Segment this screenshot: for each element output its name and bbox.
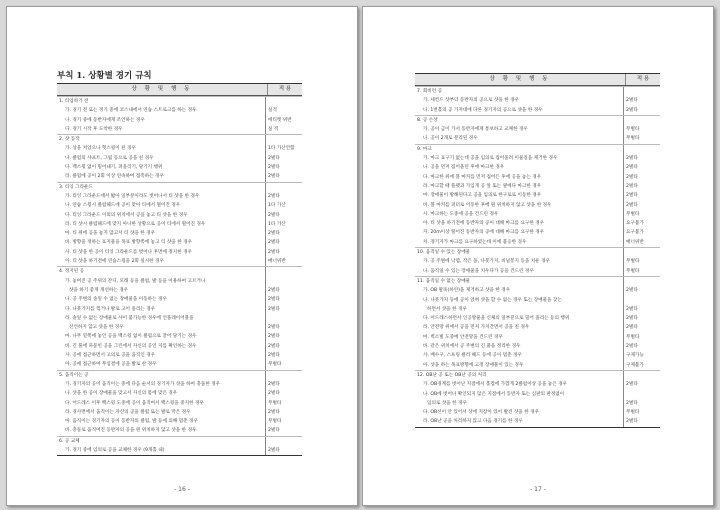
penalty-cell: 2벌타 bbox=[268, 193, 280, 199]
table-row bbox=[415, 361, 660, 370]
penalty-cell bbox=[266, 277, 302, 286]
table-row bbox=[57, 277, 302, 286]
penalty-cell: 2벌타 bbox=[268, 428, 280, 434]
penalty-cell: 실 격 bbox=[268, 126, 279, 132]
section-heading-row bbox=[415, 86, 660, 96]
table-row bbox=[415, 106, 660, 115]
penalty-cell bbox=[624, 248, 660, 257]
penalty-cell: 무벌타 bbox=[626, 410, 640, 416]
penalty-cell: 2벌타 bbox=[268, 334, 280, 340]
penalty-cell: 매너위반 bbox=[268, 259, 286, 265]
page-number: - 17 - bbox=[530, 486, 546, 493]
penalty-cell: 2벌타 bbox=[268, 409, 280, 415]
penalty-cell: 에티켓 위반 bbox=[268, 117, 292, 123]
table-row bbox=[57, 220, 302, 229]
situation-cell: 다. 백스윙 없이 밀어내기, 퍼올리기, 당기기 행위 bbox=[57, 163, 266, 172]
penalty-cell: 2벌타 bbox=[268, 249, 280, 255]
situation-cell: 가. 놓여진 공 주위의 잔디, 모래 등을 클럽, 발 등을 이용하여 고르거나 bbox=[57, 277, 266, 286]
table-row bbox=[415, 305, 660, 314]
table-row bbox=[415, 342, 660, 351]
table-row bbox=[57, 211, 302, 220]
table-body bbox=[415, 86, 660, 427]
table-row bbox=[415, 96, 660, 105]
situation-cell: 가. 상을 쳐었으나 헛스윙이 된 경우 bbox=[57, 144, 266, 153]
penalty-cell: 1타 가산안함 bbox=[268, 146, 295, 152]
penalty-cell: 무벌타 bbox=[626, 334, 640, 340]
situation-cell: 마. 티 위에 공을 놓지 않고서 티 샷을 한 경우 bbox=[57, 229, 266, 238]
table-row bbox=[57, 144, 302, 153]
table-row bbox=[57, 248, 302, 257]
penalty-cell bbox=[266, 267, 302, 276]
situation-cell: 마. 벽소빌 도중에 안전망을 건드린 경우 bbox=[415, 333, 624, 342]
penalty-cell: 무벌타 bbox=[268, 400, 282, 406]
situation-cell: 가. 티잉 그라운드에서 밟아 일부분이라도 벗어나서 티 샷을 한 경우 bbox=[57, 192, 266, 201]
situation-cell: 사. 티 샷을 한 공이 티잉 그라운드를 벗어나 후면에 정지한 경우 bbox=[57, 248, 266, 257]
penalty-cell: 2벌타 bbox=[626, 344, 638, 350]
situation-cell: 사. 공에 접근하면서 고의로 공을 움직인 경우 bbox=[57, 351, 266, 360]
table-row bbox=[57, 351, 302, 360]
penalty-cell bbox=[624, 277, 660, 286]
table-row bbox=[57, 192, 302, 201]
penalty-cell: 2벌타 bbox=[626, 107, 638, 113]
table-body bbox=[57, 96, 302, 455]
situation-cell: 라. 경사면에서 움직이는 자신의 공을 클럽 또는 발로 막은 경우 bbox=[57, 408, 266, 417]
situation-cell: 바. 충돌로 움직여진 동반자의 공을 원 위치하지 않고 샷을 한 경우 bbox=[57, 426, 266, 435]
rules-table-left bbox=[57, 83, 302, 456]
situation-cell: 나. 공 주변의 솔잎 수 없는 장애물을 이동하는 경우 bbox=[57, 295, 266, 304]
table-row bbox=[415, 408, 660, 417]
situation-cell: 가. OB경계를 벗어난 지점에서 홀컵에 가깝게 2클럽이상 공을 놓은 경우 bbox=[415, 380, 624, 389]
penalty-cell bbox=[624, 371, 660, 380]
penalty-cell: 2벌타 bbox=[626, 202, 638, 208]
penalty-cell: 2벌타 bbox=[268, 381, 280, 387]
penalty-cell bbox=[624, 116, 660, 125]
situation-cell: 선언하지 않고 샷을 한 경우 bbox=[57, 323, 266, 332]
table-row bbox=[57, 314, 302, 323]
penalty-cell: 2벌타 bbox=[626, 316, 638, 322]
situation-cell: 아. 공에 접근하여 무심결에 공을 발로 찬 경우 bbox=[57, 360, 266, 369]
penalty-cell bbox=[266, 183, 302, 192]
penalty-cell: 2벌타 bbox=[268, 287, 280, 293]
table-row bbox=[415, 228, 660, 237]
penalty-cell: 2벌타 bbox=[268, 212, 280, 218]
situation-cell: 사. 마크하는 도중에 공을 건드린 경우 bbox=[415, 210, 624, 219]
penalty-cell: 매너위반 bbox=[626, 239, 644, 245]
section-heading-row bbox=[415, 247, 660, 257]
table-row bbox=[415, 125, 660, 134]
situation-cell: 임의로 샷을 한 경우 bbox=[415, 399, 624, 408]
situation-cell: 나. 움직일 수 있는 장애물을 치우다가 공을 건드린 경우 bbox=[415, 267, 624, 276]
table-row bbox=[415, 173, 660, 182]
table-row bbox=[415, 219, 660, 228]
situation-cell: 아. 샷을 하는 목표방향에 고정 장애물이 있는 경우 bbox=[415, 361, 624, 370]
table-row bbox=[415, 390, 660, 399]
situation-cell: 다. 마크한 위에 볼 마커를 먼저 집어든 후에 공을 놓는 경우 bbox=[415, 173, 624, 182]
penalty-cell: 요구불가 bbox=[626, 230, 644, 236]
penalty-cell: 구제가능 bbox=[626, 353, 644, 359]
situation-cell: 아. 티 샷을 하기전에 동반자의 공이 대해 마크를 요구한 경우 bbox=[415, 219, 624, 228]
situation-cell: 바. 볼 마커를 퍼터로 이동한 후에 원 위치하지 않고 샷을 한 경우 bbox=[415, 201, 624, 210]
situation-cell: 마. 장애물이 방해된다고 공을 임의로 한구로로 이동한 경우 bbox=[415, 191, 624, 200]
table-row bbox=[57, 286, 302, 295]
penalty-cell: 2벌타 bbox=[626, 174, 638, 180]
table-row bbox=[57, 125, 302, 134]
table-row bbox=[57, 408, 302, 417]
situation-cell: 나. OB에 벗어나 확인되지 않은 지점에서 동반자 또는 심판의 판정없이 bbox=[415, 390, 624, 399]
table-row bbox=[415, 417, 660, 426]
section-heading-row bbox=[57, 134, 302, 144]
penalty-cell: 2벌타 bbox=[268, 391, 280, 397]
situation-cell: 다. 나뭇가지를 꺾거나 발로 고어 올리는 경우 bbox=[57, 305, 266, 314]
rules-table-right bbox=[415, 73, 660, 428]
table-row bbox=[415, 182, 660, 191]
situation-cell: 다. 어드레스 이후 백스윙 도중에 공이 움직여서 백스윙을 중지한 경우 bbox=[57, 399, 266, 408]
penalty-cell bbox=[624, 87, 660, 96]
penalty-cell: 2벌타 bbox=[626, 325, 638, 331]
table-row bbox=[57, 257, 302, 266]
penalty-cell: 2벌타 bbox=[268, 353, 280, 359]
situation-cell: 가. OB 말뚝(하얀)을 제거하고 샷을 한 경우 bbox=[415, 286, 624, 295]
header-penalty: 적 용 bbox=[278, 86, 292, 92]
situation-cell: 가. 세컨드 샷부터 동반자의 공으로 샷을 한 경우 bbox=[415, 96, 624, 105]
table-row bbox=[57, 323, 302, 332]
situation-cell: 하면서 샷을 한 경우 bbox=[415, 305, 624, 314]
penalty-cell: 2벌타 bbox=[268, 343, 280, 349]
situation-cell: 가. 경기자의 공이 움직이는 중에 다음 순서의 경기자가 샷을 하여 충돌한 경우 bbox=[57, 380, 266, 389]
situation-cell: 차. 경기자가 마크를 요구하였는데 이에 불응한 경우 bbox=[415, 238, 624, 247]
table-row bbox=[415, 201, 660, 210]
penalty-cell: 2벌타 bbox=[626, 165, 638, 171]
situation-cell: 바. 같은 위치에서 공 주변의 긴 풀을 정리한 경우 bbox=[415, 342, 624, 351]
page-title: 부칙 1. 상황별 경기 규칙 bbox=[57, 71, 152, 81]
situation-cell: 나. 공이 2개로 분리된 경우 bbox=[415, 134, 624, 143]
penalty-cell: 무벌타 bbox=[626, 268, 640, 274]
table-row bbox=[57, 106, 302, 115]
penalty-cell bbox=[266, 437, 302, 446]
situation-cell: 라. 클럽에 공이 2회 이상 연속하여 접촉하는 경우 bbox=[57, 172, 266, 181]
section-heading-row bbox=[57, 96, 302, 106]
table-header bbox=[57, 84, 302, 96]
penalty-cell: 2벌타 bbox=[626, 156, 638, 162]
penalty-cell: 무벌타 bbox=[268, 362, 282, 368]
table-row bbox=[415, 286, 660, 295]
penalty-cell: 2벌타 bbox=[626, 288, 638, 294]
section-heading-row bbox=[57, 436, 302, 446]
situation-cell: 9. 마크 bbox=[415, 145, 624, 154]
table-row bbox=[57, 229, 302, 238]
situation-cell: 가. 경기 전 또는 경기 중에 코스내에서 연습 스트로크를 하는 경우 bbox=[57, 106, 266, 115]
penalty-cell bbox=[624, 145, 660, 154]
table-row bbox=[57, 360, 302, 369]
situation-cell: 1. 티업하기 전 bbox=[57, 97, 266, 106]
situation-cell: 12. OB난 공 또는 OB난 공의 처리 bbox=[415, 371, 624, 380]
situation-cell: 나. 나뭇가지 등에 공이 얹혀 샷을 할 수 없는 경우 또는 장애물을 찾는 bbox=[415, 296, 624, 305]
situation-cell: 11. 움직일 수 없는 장애물 bbox=[415, 277, 624, 286]
table-row bbox=[415, 399, 660, 408]
section-heading-row bbox=[57, 370, 302, 380]
page-number: - 16 - bbox=[174, 486, 190, 493]
situation-cell: 바. 긴 풀에 파묻힌 공을 그린에서 자신의 공인 지를 확인하는 경우 bbox=[57, 342, 266, 351]
table-row bbox=[57, 380, 302, 389]
situation-cell: 3. 티잉 그라운드 bbox=[57, 183, 266, 192]
situation-cell: 마. 움직이는 경기자의 공이 동반자의 클럽, 발 등에 의해 멈춘 경우 bbox=[57, 417, 266, 426]
penalty-cell: 2벌타 bbox=[626, 183, 638, 189]
document-page-right bbox=[362, 6, 714, 506]
situation-cell: 다. 티잉 그라운드 이외의 위치에서 공을 놓고 티 샷을 한 경우 bbox=[57, 211, 266, 220]
penalty-cell: 무벌타 bbox=[626, 127, 640, 133]
situation-cell: 6. 공 교체 bbox=[57, 437, 266, 446]
penalty-cell: 2벌타 bbox=[626, 193, 638, 199]
penalty-cell: 2벌타 bbox=[626, 382, 638, 388]
penalty-cell: 무벌타 bbox=[268, 419, 282, 425]
table-row bbox=[57, 332, 302, 341]
table-row bbox=[57, 238, 302, 247]
situation-cell: 라. 솔잎 수 없는 장애물로 샤이 불가능한 경우에 언플레이어블을 bbox=[57, 314, 266, 323]
section-heading-row bbox=[415, 370, 660, 380]
situation-cell: 샷을 하기 좋게 개선하는 경우 bbox=[57, 286, 266, 295]
situation-cell: 나. 연습 스윙시 클럽헤드에 공이 맞아 티에서 떨어진 경우 bbox=[57, 201, 266, 210]
penalty-cell: 2벌타 bbox=[268, 240, 280, 246]
penalty-cell: 1타 가산 bbox=[268, 221, 286, 227]
table-row bbox=[415, 154, 660, 163]
situation-cell: 4. 정지된 공 bbox=[57, 267, 266, 276]
table-row bbox=[415, 314, 660, 323]
situation-cell: 5. 움직이는 공 bbox=[57, 371, 266, 380]
situation-cell: 라. OB난 공을 처리하지 않고 다음 경기를 한 경우 bbox=[415, 417, 624, 426]
situation-cell: 가. 마크 표구기 없는데 공을 임의로 집어올려 이물질을 제거한 경우 bbox=[415, 154, 624, 163]
situation-cell: 가. 공 주변에 낙엽, 작은 돌, 나뭇가지, 비닐봉지 등을 치운 경우 bbox=[415, 257, 624, 266]
table-row bbox=[415, 351, 660, 360]
table-row bbox=[57, 163, 302, 172]
situation-cell: 라. 마크할 때 플랫과 가입게 공 앞 또는 옆에다 마크한 경우 bbox=[415, 182, 624, 191]
penalty-cell: 2벌타 bbox=[268, 165, 280, 171]
table-row bbox=[415, 257, 660, 266]
penalty-cell: 무벌타 bbox=[626, 211, 640, 217]
table-row bbox=[57, 417, 302, 426]
table-row bbox=[415, 134, 660, 143]
penalty-cell: 2벌타 bbox=[268, 325, 280, 331]
header-penalty: 적 용 bbox=[636, 76, 650, 82]
penalty-cell: 2벌타 bbox=[626, 306, 638, 312]
situation-cell: 나. 경기 중에 동반자에게 조언하는 경우 bbox=[57, 116, 266, 125]
table-header bbox=[415, 74, 660, 86]
penalty-cell: 무벌타 bbox=[626, 259, 640, 265]
table-row bbox=[415, 380, 660, 389]
table-row bbox=[415, 210, 660, 219]
penalty-cell: 실격 bbox=[268, 108, 277, 114]
situation-cell: 8. 공 손상 bbox=[415, 116, 624, 125]
penalty-cell: 2벌타 bbox=[626, 419, 638, 425]
penalty-cell: 1타 가산 bbox=[268, 203, 286, 209]
section-heading-row bbox=[415, 144, 660, 154]
penalty-cell bbox=[266, 135, 302, 144]
situation-cell: 마. 나무 밑쪽에 놓인 공을 백스윙 없이 클럽으로 끌어 당기는 경우 bbox=[57, 332, 266, 341]
table-row bbox=[57, 295, 302, 304]
situation-cell: 2. 샷 동작 bbox=[57, 135, 266, 144]
penalty-cell: 2벌타 bbox=[268, 297, 280, 303]
situation-cell: 바. 방향을 정하는 표지물을 목표 방향쪽에 놓고 티 샷을 한 경우 bbox=[57, 238, 266, 247]
situation-cell: 다. 경기 시작 후 도착한 경우 bbox=[57, 125, 266, 134]
table-row bbox=[57, 201, 302, 210]
table-row bbox=[57, 172, 302, 181]
situation-cell: 7. 회비런 공 bbox=[415, 87, 624, 96]
table-row bbox=[57, 305, 302, 314]
table-row bbox=[57, 426, 302, 435]
table-row bbox=[415, 323, 660, 332]
table-row bbox=[57, 399, 302, 408]
situation-cell: 나. 샷을 한 공이 장애물을 맞고서 자신의 몸에 맞은 경우 bbox=[57, 389, 266, 398]
document-page-left bbox=[6, 6, 358, 506]
situation-cell: 나. 1번홀의 공 가져대에 다른 경기자의 공으로 샷을 한 경우 bbox=[415, 106, 624, 115]
table-row bbox=[57, 389, 302, 398]
section-heading-row bbox=[415, 276, 660, 286]
situation-cell: 나. 클럽의 샤프트, 그립 등으로 공을 친 경우 bbox=[57, 154, 266, 163]
penalty-cell bbox=[624, 296, 660, 305]
penalty-cell: 2벌타 bbox=[626, 98, 638, 104]
penalty-cell: 무벌타 bbox=[626, 136, 640, 142]
table-row bbox=[415, 267, 660, 276]
situation-cell: 라. 안전망 위에서 공을 먼저 가져간면서 공을 친 경우 bbox=[415, 323, 624, 332]
penalty-cell bbox=[266, 371, 302, 380]
table-row bbox=[415, 191, 660, 200]
table-row bbox=[57, 154, 302, 163]
section-heading-row bbox=[57, 266, 302, 276]
header-situation: 상 황 및 행 동 bbox=[415, 74, 626, 85]
penalty-cell: 요구불가 bbox=[626, 221, 644, 227]
situation-cell: 나. 공을 먼저 집어올린 후에 마크한 경우 bbox=[415, 163, 624, 172]
penalty-cell: 2벌타 bbox=[626, 400, 638, 406]
situation-cell: 다. 어드레스하면서 인공방물을 신체의 일부분으로 밀어 올리는 등의 행위 bbox=[415, 314, 624, 323]
penalty-cell bbox=[624, 390, 660, 399]
table-row bbox=[415, 296, 660, 305]
table-row bbox=[57, 342, 302, 351]
penalty-cell: 2벌타 bbox=[268, 306, 280, 312]
penalty-cell: 2벌타 bbox=[268, 447, 280, 453]
situation-cell: 가. 공이 금이 가서 동반자에게 통보하고 교체한 경우 bbox=[415, 125, 624, 134]
situation-cell: 자. 20m이상 떨어진 동반자의 공에 대해 마크를 요구한 경우 bbox=[415, 228, 624, 237]
situation-cell: 다. OB선이 안 있어서 상에 지장이 있어 발견 샷을 한 경우 bbox=[415, 408, 624, 417]
penalty-cell: 2벌타 bbox=[268, 231, 280, 237]
header-situation: 상 황 및 행 동 bbox=[57, 84, 268, 95]
section-heading-row bbox=[415, 115, 660, 125]
penalty-cell: 구제불가 bbox=[626, 362, 644, 368]
table-row bbox=[415, 333, 660, 342]
penalty-cell: 2벌타 bbox=[268, 174, 280, 180]
situation-cell: 사. 배수구, 스프링 클러 헤드 등에 공이 멈춘 경우 bbox=[415, 351, 624, 360]
situation-cell: 가. 경기 중에 임의로 공을 교체한 경우 (9개홀 내) bbox=[57, 446, 266, 455]
table-row bbox=[57, 116, 302, 125]
penalty-cell bbox=[266, 314, 302, 323]
section-heading-row bbox=[57, 182, 302, 192]
table-row bbox=[57, 446, 302, 455]
table-row bbox=[415, 238, 660, 247]
situation-cell: 라. 티 샷시 클럽헤드에 맞지 아니한 상황으로 공이 티에서 떨어진 경우 bbox=[57, 220, 266, 229]
situation-cell: 10. 움직일 수 있는 장애물 bbox=[415, 248, 624, 257]
penalty-cell: 2벌타 bbox=[268, 155, 280, 161]
situation-cell: 아. 티 샷을 하기전에 연습스윙을 2회 실시한 경우 bbox=[57, 257, 266, 266]
penalty-cell bbox=[266, 97, 302, 106]
table-row bbox=[415, 163, 660, 172]
